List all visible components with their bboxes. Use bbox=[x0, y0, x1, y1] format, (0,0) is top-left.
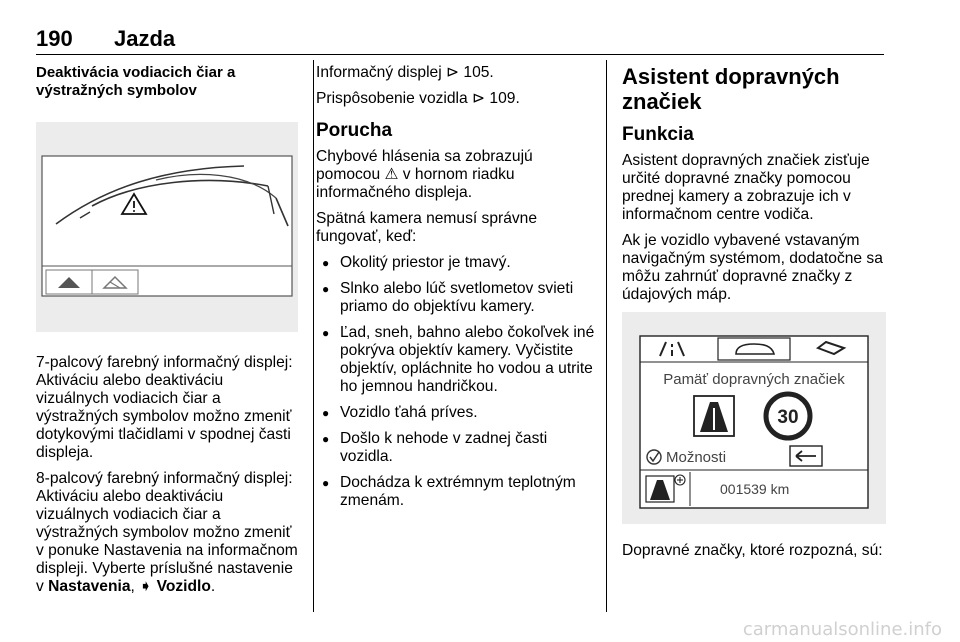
rear-camera-screen-illustration bbox=[36, 122, 298, 332]
column-divider-2 bbox=[606, 60, 607, 612]
column-3 bbox=[622, 64, 892, 568]
col2-paragraph-1: Chybové hlásenia sa zobrazujú pomocou ⚠ v hornom riadku informačného displeja. bbox=[316, 148, 533, 201]
motorway-sign-icon bbox=[694, 396, 734, 436]
list-item: ● Vozidlo ťahá príves. bbox=[316, 404, 596, 422]
col3-subheading: Funkcia bbox=[622, 124, 694, 145]
menu-nastavenia: Nastavenia bbox=[48, 578, 131, 595]
symbols-toggle-button[interactable] bbox=[92, 270, 138, 294]
column-divider-1 bbox=[313, 60, 314, 612]
col1-paragraph-2: 8-palcový farebný informačný displej: Aktiváciu alebo deaktiváciu vizuálnych vodiacich čiar a výstražných symbolov možno zmeniť v ponuke Nastavenia na informačnom displeji. Vyberte príslušné nastavenie v Nastavenia, ➧ Vozidlo. bbox=[36, 470, 298, 595]
col3-paragraph-2: Ak je vozidlo vybavené vstavaným navigačným systémom, dodatočne sa môžu zahrnúť dopravné značky z údajových máp. bbox=[622, 232, 883, 303]
menu-vozidlo: Vozidlo bbox=[156, 578, 211, 595]
speed-limit-sign-icon bbox=[766, 394, 810, 438]
rear-camera-guidelines-figure bbox=[36, 122, 298, 332]
page-number: 190 bbox=[36, 26, 73, 51]
ref-vehicle-personalisation[interactable]: Prispôsobenie vozidla ⊳ 109. bbox=[316, 90, 520, 107]
motorway-small-icon bbox=[646, 476, 674, 502]
screen-title: Pamäť dopravných značiek bbox=[663, 371, 845, 388]
page-header bbox=[36, 26, 884, 55]
col1-heading: Deaktivácia vodiacich čiar a výstražných symbolov bbox=[36, 64, 236, 99]
odometer-value: 001539 km bbox=[720, 481, 790, 497]
plus-icon bbox=[675, 475, 685, 485]
driver-info-screen-illustration bbox=[622, 312, 886, 524]
fault-conditions-list bbox=[316, 254, 596, 510]
col3-paragraph-1: Asistent dopravných značiek zisťuje určité dopravné značky pomocou prednej kamery a zobrazuje ich v informačnom centre vodiča. bbox=[622, 152, 870, 223]
col3-paragraph-3: Dopravné značky, ktoré rozpozná, sú: bbox=[622, 542, 883, 559]
col2-heading: Porucha bbox=[316, 120, 393, 141]
options-label[interactable]: Možnosti bbox=[666, 449, 727, 466]
ref-info-display[interactable]: Informačný displej ⊳ 105. bbox=[316, 64, 494, 81]
watermark: carmanualsonline.info bbox=[742, 619, 942, 640]
column-1 bbox=[36, 64, 298, 604]
list-item: ● Ľad, sneh, bahno alebo čokoľvek iné pokrýva objektív kamery. Vyčistite objektív, opláchnite ho vodou a utrite ho jemnou handričkou. bbox=[316, 324, 596, 396]
tab-vehicle[interactable] bbox=[718, 338, 790, 360]
list-item: ● Došlo k nehode v zadnej časti vozidla. bbox=[316, 430, 596, 466]
list-item: ● Okolitý priestor je tmavý. bbox=[316, 254, 596, 272]
speed-value: 30 bbox=[777, 407, 799, 428]
chevron-right-icon: ➧ bbox=[139, 578, 157, 595]
col3-heading: Asistent dopravných značiek bbox=[622, 64, 840, 114]
section-title: Jazda bbox=[114, 26, 176, 51]
col2-paragraph-2: Spätná kamera nemusí správne fungovať, keď: bbox=[316, 210, 538, 245]
column-2 bbox=[316, 64, 596, 518]
traffic-sign-memory-figure bbox=[622, 312, 886, 524]
col1-paragraph-1: 7-palcový farebný informačný displej: Aktiváciu alebo deaktiváciu vizuálnych vodiacich čiar a výstražných symbolov možno zmeniť dotykovými tlačidlami v spodnej časti displeja. bbox=[36, 354, 293, 461]
list-item: ● Dochádza k extrémnym teplotným zmenám. bbox=[316, 474, 596, 510]
list-item: ● Slnko alebo lúč svetlometov svieti priamo do objektívu kamery. bbox=[316, 280, 596, 316]
